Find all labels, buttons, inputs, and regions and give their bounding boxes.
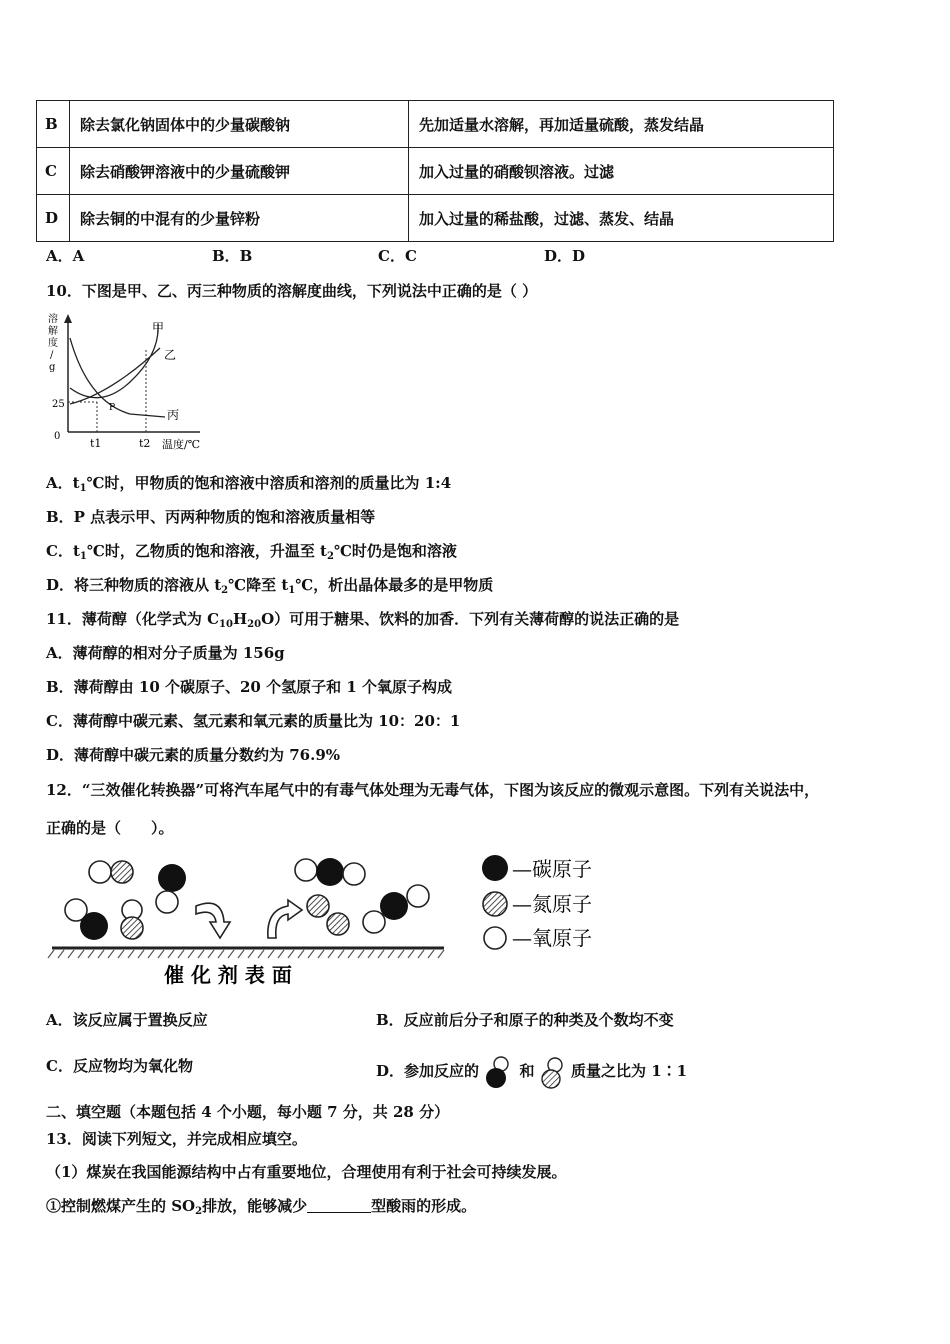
nitrogen-atom (121, 917, 143, 939)
option-text: ℃降至 t (228, 576, 289, 594)
curve-label: 丙 (167, 408, 180, 422)
row-key: B (37, 101, 70, 148)
answer-c[interactable]: C．C (378, 247, 417, 265)
table-row (37, 195, 834, 242)
options-table (36, 100, 834, 242)
carbon-atom (158, 864, 186, 892)
q13-stem: 13．阅读下列短文，并完成相应填空。 (46, 1130, 307, 1148)
subscript: 2 (221, 585, 229, 596)
ylabel-char: 度 (48, 338, 58, 349)
option-text: C．t (46, 542, 80, 560)
row-method: 加入过量的硝酸钡溶液。过滤 (409, 148, 834, 195)
subscript: 1 (79, 483, 87, 494)
stem-text: H (232, 610, 248, 628)
curve-bing (70, 338, 165, 417)
reaction-diagram (44, 848, 614, 998)
origin-label: 0 (54, 431, 61, 442)
oxygen-atom (407, 885, 429, 907)
option-text: ℃时仍是饱和溶液 (333, 542, 457, 560)
ylabel-char: 溶 (48, 314, 58, 325)
item-text: ①控制燃煤产生的 SO (46, 1197, 196, 1215)
curve-label: 乙 (164, 348, 177, 362)
no-molecule-icon (540, 1056, 566, 1090)
point-label: P (109, 403, 116, 413)
legend-oxygen-icon (484, 927, 506, 949)
q11-option-c[interactable]: C．薄荷醇中碳元素、氢元素和氧元素的质量比为 10：20：1 (46, 712, 461, 730)
option-text: 质量之比为 1∶1 (570, 1062, 688, 1080)
arrow-down-icon (196, 903, 230, 938)
option-text: ℃时，乙物质的饱和溶液，升温至 t (86, 542, 327, 560)
stem-text: 11．薄荷醇（化学式为 C (46, 610, 220, 628)
q13-item1 (46, 1196, 476, 1222)
fill-blank[interactable] (307, 1198, 371, 1213)
subscript: 1 (288, 585, 296, 596)
subscript: 10 (219, 619, 233, 630)
row-purpose: 除去铜的中混有的少量锌粉 (70, 195, 409, 242)
subscript: 20 (247, 619, 262, 630)
legend-nitrogen-icon (483, 892, 507, 916)
answer-a[interactable]: A．A (46, 247, 85, 265)
q12-option-d[interactable] (376, 1056, 687, 1090)
ylabel-char: 解 (48, 326, 58, 337)
row-purpose: 除去硝酸钾溶液中的少量硫酸钾 (70, 148, 409, 195)
x-axis-label: 温度/℃ (162, 438, 201, 451)
table-row (37, 148, 834, 195)
legend-label: —氮原子 (512, 892, 592, 916)
y-axis-arrow (64, 314, 72, 323)
option-text: D．参加反应的 (376, 1062, 480, 1080)
option-text: ℃时，甲物质的饱和溶液中溶质和溶剂的质量比为 1:4 (86, 474, 452, 492)
row-method: 加入过量的稀盐酸，过滤、蒸发、结晶 (409, 195, 834, 242)
q11-option-b[interactable]: B．薄荷醇由 10 个碳原子、20 个氢原子和 1 个氧原子构成 (46, 678, 452, 696)
row-key: C (37, 148, 70, 195)
surface-label: 催 化 剂 表 面 (164, 963, 292, 987)
subscript: 2 (195, 1206, 203, 1217)
row-purpose: 除去氯化钠固体中的少量碳酸钠 (70, 101, 409, 148)
surface-hatching (48, 950, 444, 958)
co-molecule-icon (484, 1056, 514, 1090)
q12-option-b[interactable]: B．反应前后分子和原子的种类及个数均不变 (376, 1011, 674, 1029)
carbon-atom (316, 858, 344, 886)
x-tick-label: t2 (139, 437, 151, 450)
carbon-atom (380, 892, 408, 920)
q11-option-a[interactable]: A．薄荷醇的相对分子质量为 156g (46, 644, 285, 662)
oxygen-atom (295, 859, 317, 881)
option-text: D．将三种物质的溶液从 t (46, 576, 222, 594)
oxygen-atom (89, 861, 111, 883)
option-text: ℃，析出晶体最多的是甲物质 (295, 576, 494, 594)
q10-option-a[interactable] (46, 473, 451, 499)
answer-d[interactable]: D．D (544, 247, 586, 265)
oxygen-atom (156, 891, 178, 913)
table-row (37, 101, 834, 148)
q12-stem-line1: 12．“三效催化转换器”可将汽车尾气中的有毒气体处理为无毒气体，下图为该反应的微观示意图。下列有关说法中， (46, 781, 820, 799)
solubility-graph (40, 310, 225, 455)
q12-option-a[interactable]: A．该反应属于置换反应 (46, 1011, 208, 1029)
ylabel-char: g (49, 362, 56, 373)
stem-text: O）可用于糖果、饮料的加香．下列有关薄荷醇的说法正确的是 (261, 610, 680, 628)
q12-option-c[interactable]: C．反应物均为氧化物 (46, 1057, 193, 1075)
nitrogen-atom (111, 861, 133, 883)
row-method: 先加适量水溶解，再加适量硫酸，蒸发结晶 (409, 101, 834, 148)
option-text: A．t (46, 474, 80, 492)
x-tick-label: t1 (90, 437, 102, 450)
curve-label: 甲 (152, 321, 165, 335)
legend-label: —氧原子 (512, 926, 592, 950)
item-text: 型酸雨的形成。 (371, 1197, 477, 1215)
subscript: 2 (326, 551, 334, 562)
answer-b[interactable]: B．B (212, 247, 253, 265)
nitrogen-atom (327, 913, 349, 935)
y-tick-label: 25 (52, 399, 65, 410)
q13-part1: （1）煤炭在我国能源结构中占有重要地位，合理使用有利于社会可持续发展。 (46, 1163, 567, 1181)
ylabel-char: / (50, 350, 54, 361)
q11-option-d[interactable]: D．薄荷醇中碳元素的质量分数约为 76.9% (46, 746, 341, 764)
item-text: 排放，能够减少 (202, 1197, 308, 1215)
arrow-up-icon (268, 900, 302, 938)
q10-option-b[interactable]: B．P 点表示甲、丙两种物质的饱和溶液质量相等 (46, 508, 376, 526)
carbon-atom (80, 912, 108, 940)
q10-stem: 10．下图是甲、乙、丙三种物质的溶解度曲线，下列说法中正确的是（ ） (46, 282, 538, 300)
q10-option-d[interactable] (46, 575, 493, 601)
oxygen-atom (343, 863, 365, 885)
oxygen-atom (363, 911, 385, 933)
section-heading: 二、填空题（本题包括 4 个小题，每小题 7 分，共 28 分） (46, 1103, 450, 1121)
subscript: 1 (79, 551, 87, 562)
q12-stem-line2: 正确的是（ ）。 (46, 819, 174, 837)
nitrogen-atom (307, 895, 329, 917)
row-key: D (37, 195, 70, 242)
q10-option-c[interactable] (46, 541, 457, 567)
legend-carbon-icon (482, 855, 508, 881)
legend-label: —碳原子 (512, 857, 592, 881)
q11-stem (46, 609, 679, 635)
option-text: 和 (519, 1062, 535, 1080)
